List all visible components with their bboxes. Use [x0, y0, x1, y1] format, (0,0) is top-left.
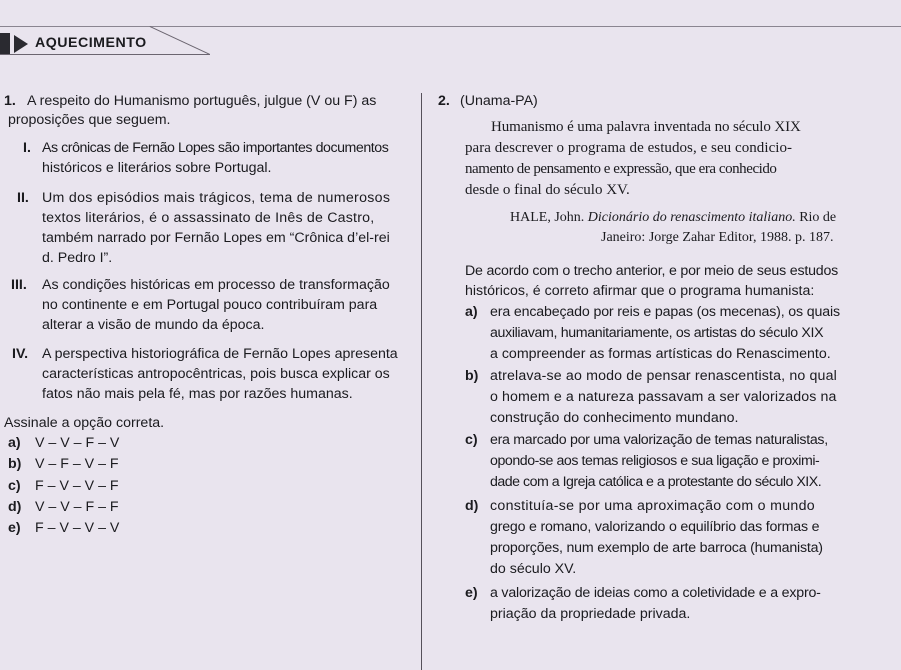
q1-statement-1-line-2: históricos e literários sobre Portugal.	[42, 160, 272, 176]
q2-option-e-line-2: priação da propriedade privada.	[490, 606, 691, 622]
q2-stem-line-1: De acordo com o trecho anterior, e por meio de seus estudos	[465, 263, 839, 279]
q2-option-a-line-1: era encabeçado por reis e papas (os mecenas), os quais	[490, 304, 840, 320]
q1-option-c: F – V – V – F	[35, 478, 119, 494]
q2-citation-title: Dicionário do renascimento italiano.	[587, 210, 796, 225]
q2-number: 2.	[438, 93, 450, 109]
q2-stem-line-2: históricos, é correto afirmar que o programa humanista:	[465, 283, 815, 299]
q2-option-d-line-2: grego e romano, valorizando o equilíbrio das formas e	[490, 519, 820, 535]
q2-option-e-line-1: a valorização de ideias como a coletividade e a expro-	[490, 585, 821, 601]
header-slant-rule	[150, 26, 210, 55]
section-title: AQUECIMENTO	[35, 35, 147, 51]
q2-source-tag: (Unama-PA)	[460, 93, 538, 109]
play-arrow-icon	[14, 35, 28, 53]
q1-stem-line-2: proposições que seguem.	[8, 112, 171, 128]
q1-option-label-d: d)	[8, 499, 22, 515]
q1-statement-2-line-2: textos literários, é o assassinato de Inês de Castro,	[42, 210, 375, 226]
q2-option-label-c: c)	[465, 432, 478, 448]
q2-quote-line-2: para descrever o programa de estudos, e seu condicio-	[465, 140, 793, 156]
q2-option-label-d: d)	[465, 498, 479, 514]
q2-option-label-e: e)	[465, 585, 478, 601]
q1-statement-label-1: I.	[23, 140, 31, 156]
q2-quote-line-4: desde o final do século XV.	[465, 182, 630, 198]
q2-citation-line-2: Janeiro: Jorge Zahar Editor, 1988. p. 187.	[601, 230, 834, 245]
q2-option-b-line-1: atrelava-se ao modo de pensar renascentista, no qual	[490, 368, 837, 384]
q2-option-b-line-3: construção do conhecimento mundano.	[490, 410, 739, 426]
q1-stem-line-1: A respeito do Humanismo português, julgue (V ou F) as	[27, 93, 377, 109]
q2-citation-author: HALE, John.	[510, 210, 585, 225]
q2-citation-place: Rio de	[799, 210, 837, 225]
q1-statement-1-line-1: As crônicas de Fernão Lopes são importantes documentos	[42, 140, 389, 156]
q2-option-a-line-2: auxiliavam, humanitariamente, os artistas do século XIX	[490, 325, 824, 341]
q2-option-c-line-3: dade com a Igreja católica e a protestante do século XIX.	[490, 474, 822, 490]
q1-statement-label-3: III.	[11, 277, 27, 293]
header-rule	[0, 26, 901, 27]
q1-option-label-e: e)	[8, 520, 21, 536]
q2-option-a-line-3: a compreender as formas artísticas do Renascimento.	[490, 346, 831, 362]
q1-option-d: V – V – F – F	[35, 499, 119, 515]
q1-option-e: F – V – V – V	[35, 520, 120, 536]
q1-statement-3-line-2: no continente e em Portugal pouco contribuíram para	[42, 297, 378, 313]
q1-instruction: Assinale a opção correta.	[4, 415, 165, 431]
header-bar-icon	[0, 33, 10, 55]
q2-option-d-line-1: constituía-se por uma aproximação com o mundo	[490, 498, 815, 514]
q2-quote-line-3: namento de pensamento e expressão, que era conhecido	[465, 161, 777, 177]
q1-statement-2-line-1: Um dos episódios mais trágicos, tema de numerosos	[42, 190, 391, 206]
q2-option-d-line-3: proporções, num exemplo de arte barroca (humanista)	[490, 540, 823, 556]
q1-statement-4-line-1: A perspectiva historiográfica de Fernão Lopes apresenta	[42, 346, 398, 362]
q1-statement-2-line-4: d. Pedro I”.	[42, 250, 113, 266]
q1-statement-4-line-3: fatos não mais pela fé, mas por razões humanas.	[42, 386, 353, 402]
q2-option-label-a: a)	[465, 304, 478, 320]
q2-option-d-line-4: do século XV.	[490, 561, 577, 577]
q1-statement-3-line-1: As condições históricas em processo de transformação	[42, 277, 390, 293]
q2-quote-line-1: Humanismo é uma palavra inventada no século XIX	[491, 119, 801, 135]
q2-option-c-line-2: opondo-se aos temas religiosos e sua ligação e proximi-	[490, 453, 820, 469]
q2-citation-line-1	[510, 209, 836, 227]
q1-statement-3-line-3: alterar a visão de mundo da época.	[42, 317, 265, 333]
q1-option-label-b: b)	[8, 456, 22, 472]
q1-statement-2-line-3: também narrado por Fernão Lopes em “Crônica d’el-rei	[42, 230, 390, 246]
q1-option-b: V – F – V – F	[35, 456, 119, 472]
q1-statement-4-line-2: características antropocêntricas, pois busca explicar os	[42, 366, 390, 382]
q1-statement-label-2: II.	[17, 190, 29, 206]
q1-option-label-a: a)	[8, 435, 21, 451]
q1-statement-label-4: IV.	[12, 346, 29, 362]
q2-option-b-line-2: o homem e a natureza passavam a ser valorizados na	[490, 389, 837, 405]
column-divider	[421, 93, 422, 670]
q2-option-label-b: b)	[465, 368, 479, 384]
q2-option-c-line-1: era marcado por uma valorização de temas naturalistas,	[490, 432, 828, 448]
q1-option-a: V – V – F – V	[35, 435, 120, 451]
header-underline	[0, 54, 210, 55]
q1-option-label-c: c)	[8, 478, 21, 494]
q1-number: 1.	[4, 93, 16, 109]
